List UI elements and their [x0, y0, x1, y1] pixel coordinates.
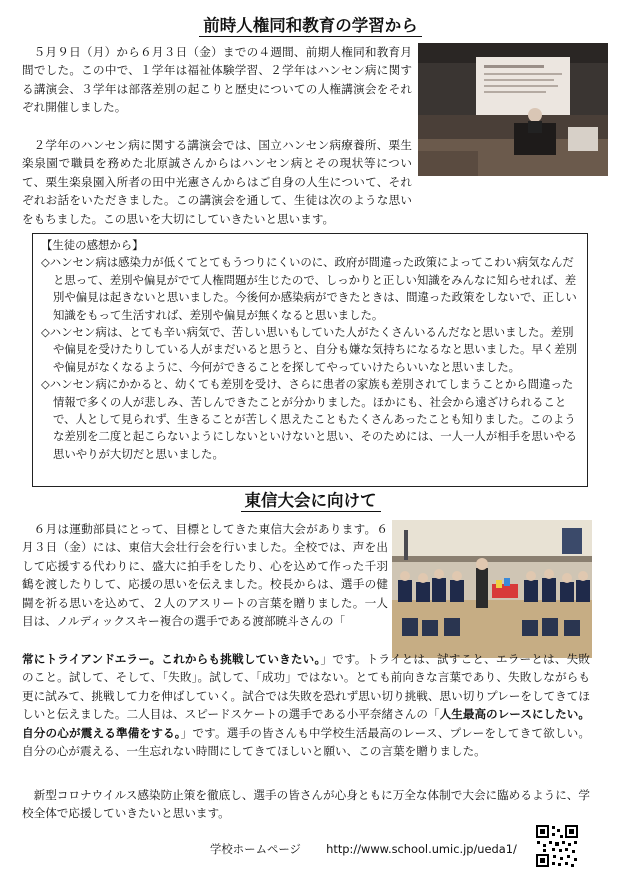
impression-item-1: ◇ハンセン病は感染力が低くてとてもうつりにくいのに、政府が間違った政策によってこわい病気なんだと思って、差別や偏見がでて人権問題が生じたので、しっかりと正しい知識をみんなに知らせれば、差別や偏見は起きないと思いました。今後何か感染病ができたときは、間違った政策をしないで、正しい知識をもって生活すれば、差別や偏見が無くなると思いました。	[41, 255, 577, 322]
school-homepage-footer	[210, 840, 517, 858]
section2-paragraph-1-cont: 常にトライアンドエラー。これからも挑戦していきたい。」です。トライとは、試すこと、エラーとは、失敗のこと。試して、そして、「失敗」。試して、「成功」ではない。とても前向きな言葉であり、失敗しながらも更に試みて、挑戦して力を伸ばしていく。試合では失敗を恐れず思い切り挑戦、思い切りプレーをしてきてほしいと伝えました。二人目は、スピードスケートの選手である小平奈緒さんの「人生最高のレースにしたい。自分の心が震える準備をする。」です。選手の皆さんも中学校生活最高のレース、プレーをしてきて欲しい。自分の心が震える、一生忘れない時間にしてきてほしいと願い、この言葉を贈りました。	[22, 652, 590, 759]
qr-code-icon	[534, 823, 580, 869]
section2-paragraph-2: 新型コロナウイルス感染防止策を徹底し、選手の皆さんが心身ともに万全な体制で大会に臨めるように、学校全体で応援していきたいと思います。	[22, 788, 590, 821]
impression-item-2: ◇ハンセン病は、とても辛い病気で、苦しい思いもしていた人がたくさんいるんだなと思いました。差別や偏見を受けたりしている人がまだいると思うと、自分も嫌な気持ちになるなと思いました。早く差別や偏見がなくなるように、今何ができることを探してやっていけたらいいなと思いました。	[41, 325, 577, 374]
section1-paragraph-1: ５月９日（月）から６月３日（金）までの４週間、前期人権同和教育月間でした。この中で、１学年は福祉体験学習、２学年はハンセン病に関する講演会、３学年は部落差別の起こりと歴史についての人権講演会をそれぞれ開催しました。	[22, 45, 412, 115]
section2-heading: 東信大会に向けて	[0, 490, 621, 512]
quote-watabe: 常にトライアンドエラー。これからも挑戦していきたい。	[22, 652, 321, 666]
section2-paragraph-1: ６月は運動部員にとって、目標としてきた東信大会があります。６月３日（金）には、東信大会壮行会を行いました。全校では、声を出して応援する代わりに、盛大に拍手をしたり、心を込めて作った千羽鶴を渡したりして、応援の思いを伝えました。校長からは、選手の健闘を祈る思いを込めて、２人のアスリートの言葉を贈りました。一人目は、ノルディックスキー複合の選手である渡部暁斗さんの「	[22, 522, 388, 629]
homepage-label: 学校ホームページ	[210, 842, 301, 856]
lecture-photo	[418, 43, 608, 176]
impressions-box	[32, 233, 588, 487]
homepage-url[interactable]: http://www.school.umic.jp/ueda1/	[326, 842, 517, 856]
section1-paragraph-2: ２学年のハンセン病に関する講演会では、国立ハンセン病療養所、栗生楽泉園で職員を務めた北原誠さんからはハンセン病とその現状等について、栗生楽泉園入所者の田中光憲さんからはご自身の人生について、それぞれお話をいただきました。この講演会を通して、生徒は次のような思いをもちました。この思いを大切にしていきたいと思います。	[22, 138, 412, 226]
section1-heading: 前時人権同和教育の学習から	[0, 15, 621, 37]
impressions-title: 【生徒の感想から】	[41, 238, 144, 252]
quote-kodaira: 人生最高のレースにしたい。自分の心が震える準備をする。	[22, 707, 590, 740]
send-off-rally-photo	[392, 520, 592, 658]
impression-item-3: ◇ハンセン病にかかると、幼くても差別を受け、さらに患者の家族も差別されてしまうことから間違った情報で多くの人が悲しみ、苦しんできたことが分かりました。ほかにも、社会から遠ざけられることで、人として見られず、生きることが苦しく思えたこともたくさんあったことも知りました。このような差別を二度と起こらないようにしないといけないと思い、そのためには、一人一人が相手を思いやる思いやりが大切だと思いました。	[41, 377, 577, 461]
